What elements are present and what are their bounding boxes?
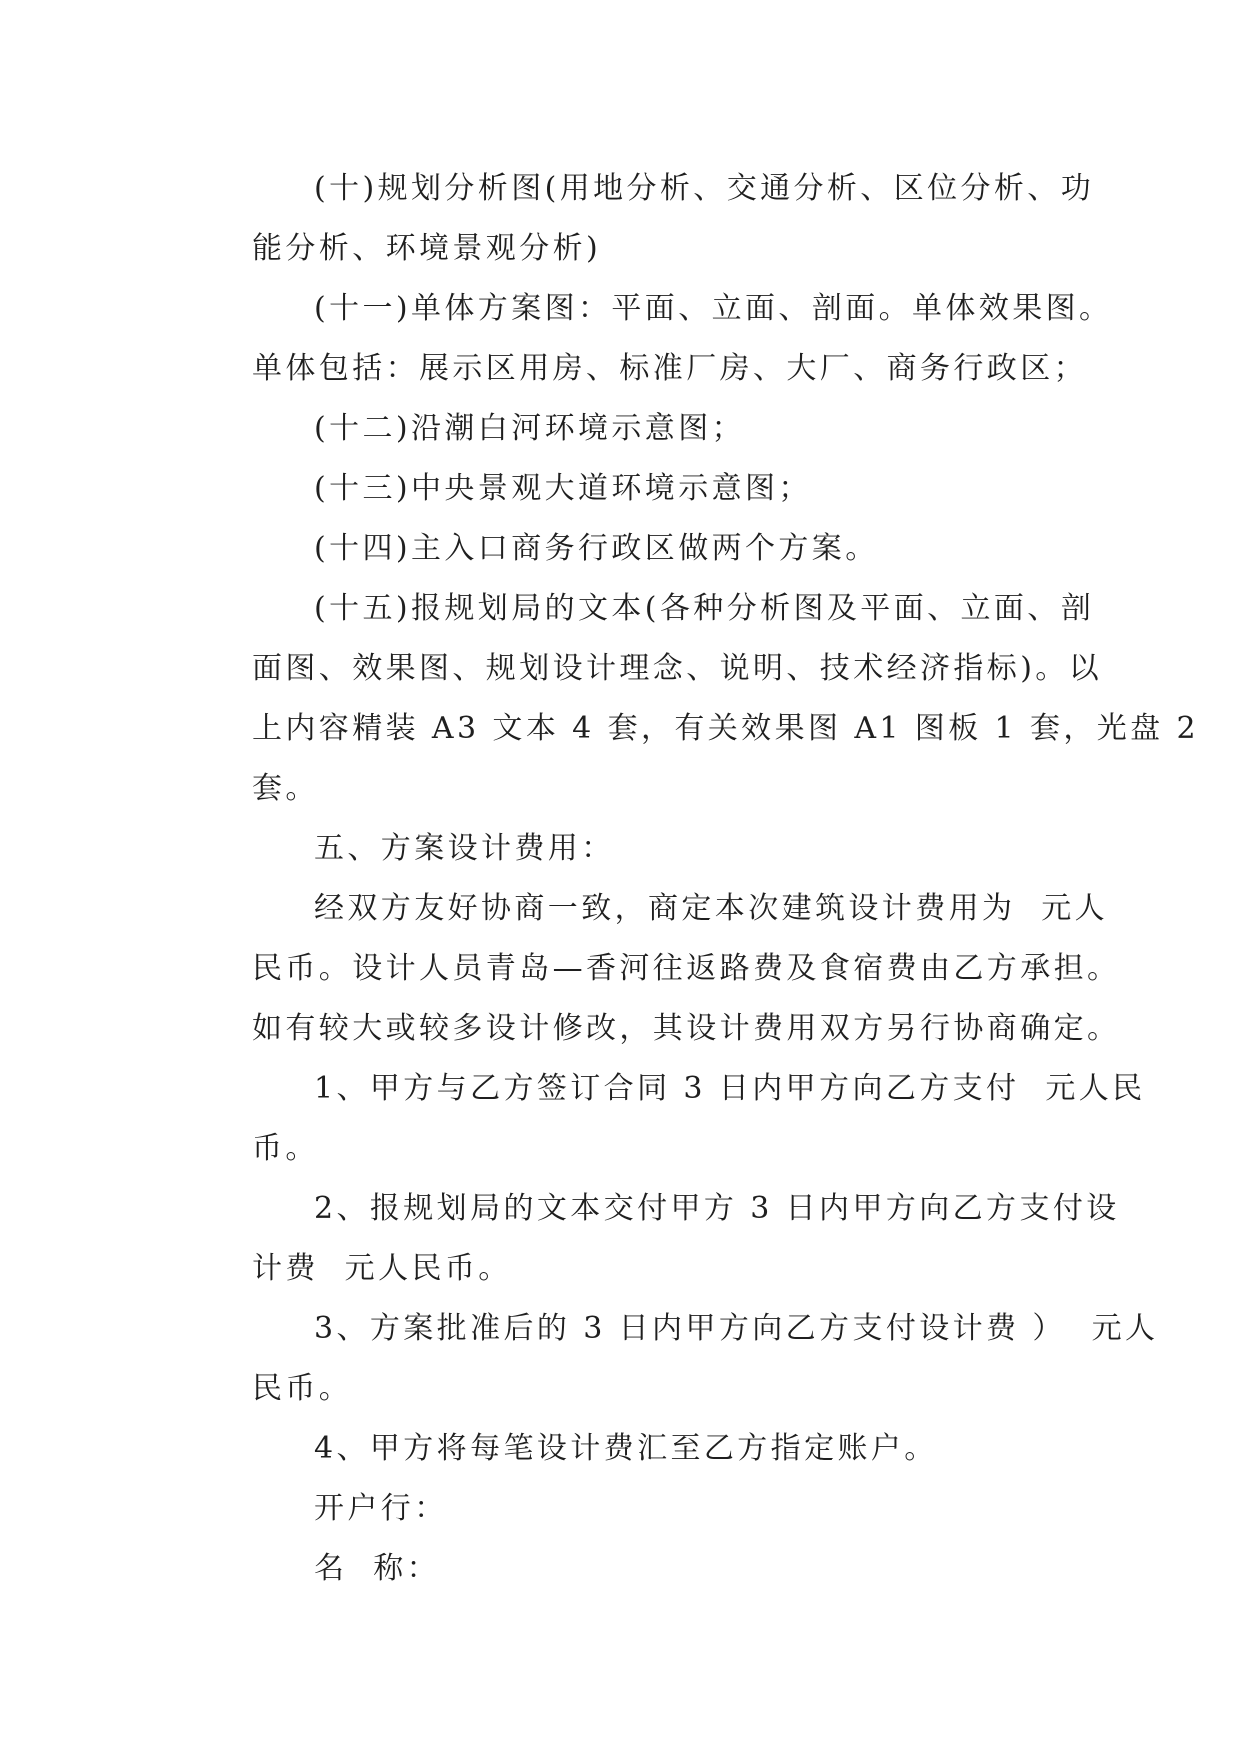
text-line: 3、方案批准后的 3 日内甲方向乙方支付设计费 ） 元人 [314, 1311, 1159, 1346]
paragraph-payment-3 [190, 1299, 1159, 1419]
section-heading: 五、方案设计费用： [314, 831, 615, 866]
text-line: 民币。 [252, 1371, 353, 1406]
text-line: 4、甲方将每笔设计费汇至乙方指定账户。 [314, 1431, 938, 1466]
text-line: 能分析、环境景观分析) [252, 231, 602, 266]
text-line: (十三)中央景观大道环境示意图； [314, 471, 812, 506]
text-line: 套。 [252, 771, 319, 806]
text-line: 1、甲方与乙方签订合同 3 日内甲方向乙方支付 元人民 [314, 1071, 1146, 1106]
text-line: 民币。设计人员青岛—香河往返路费及食宿费由乙方承担。 [252, 951, 1121, 986]
text-line: 币。 [252, 1131, 319, 1166]
paragraph-12-river-environment [190, 399, 1070, 459]
text-line: (十四)主入口商务行政区做两个方案。 [314, 531, 879, 566]
text-line: 2、报规划局的文本交付甲方 3 日内甲方向乙方支付设 [314, 1191, 1120, 1226]
field-name [190, 1539, 1070, 1599]
paragraph-10-planning-analysis [190, 159, 1095, 279]
paragraph-15-planning-bureau-text [190, 579, 1199, 819]
section-5-heading [190, 819, 1070, 879]
text-line: 计费 元人民币。 [252, 1251, 512, 1286]
text-line: 上内容精装 A3 文本 4 套，有关效果图 A1 图板 1 套，光盘 2 [252, 711, 1199, 746]
text-line: 经双方友好协商一致，商定本次建筑设计费用为 元人 [314, 891, 1109, 926]
paragraph-11-single-building-plans [190, 279, 1113, 399]
paragraph-fee-agreement [190, 879, 1121, 1059]
text-line: 单体包括：展示区用房、标准厂房、大厂、商务行政区； [252, 351, 1087, 386]
paragraph-payment-4 [190, 1419, 1070, 1479]
document-body [190, 159, 1199, 1599]
text-line: (十二)沿潮白河环境示意图； [314, 411, 746, 446]
text-line: (十)规划分析图(用地分析、交通分析、区位分析、功 [314, 171, 1095, 206]
paragraph-payment-1 [190, 1059, 1146, 1179]
paragraph-13-central-avenue [190, 459, 1070, 519]
paragraph-14-main-entrance [190, 519, 1070, 579]
field-label-name: 名 称： [314, 1551, 441, 1586]
text-line: 如有较大或较多设计修改，其设计费用双方另行协商确定。 [252, 1011, 1121, 1046]
paragraph-payment-2 [190, 1179, 1120, 1299]
text-line: (十五)报规划局的文本(各种分析图及平面、立面、剖 [314, 591, 1095, 626]
text-line: (十一)单体方案图：平面、立面、剖面。单体效果图。 [314, 291, 1113, 326]
text-line: 面图、效果图、规划设计理念、说明、技术经济指标)。以 [252, 651, 1103, 686]
field-bank [190, 1479, 1070, 1539]
field-label-bank: 开户行： [314, 1491, 448, 1526]
